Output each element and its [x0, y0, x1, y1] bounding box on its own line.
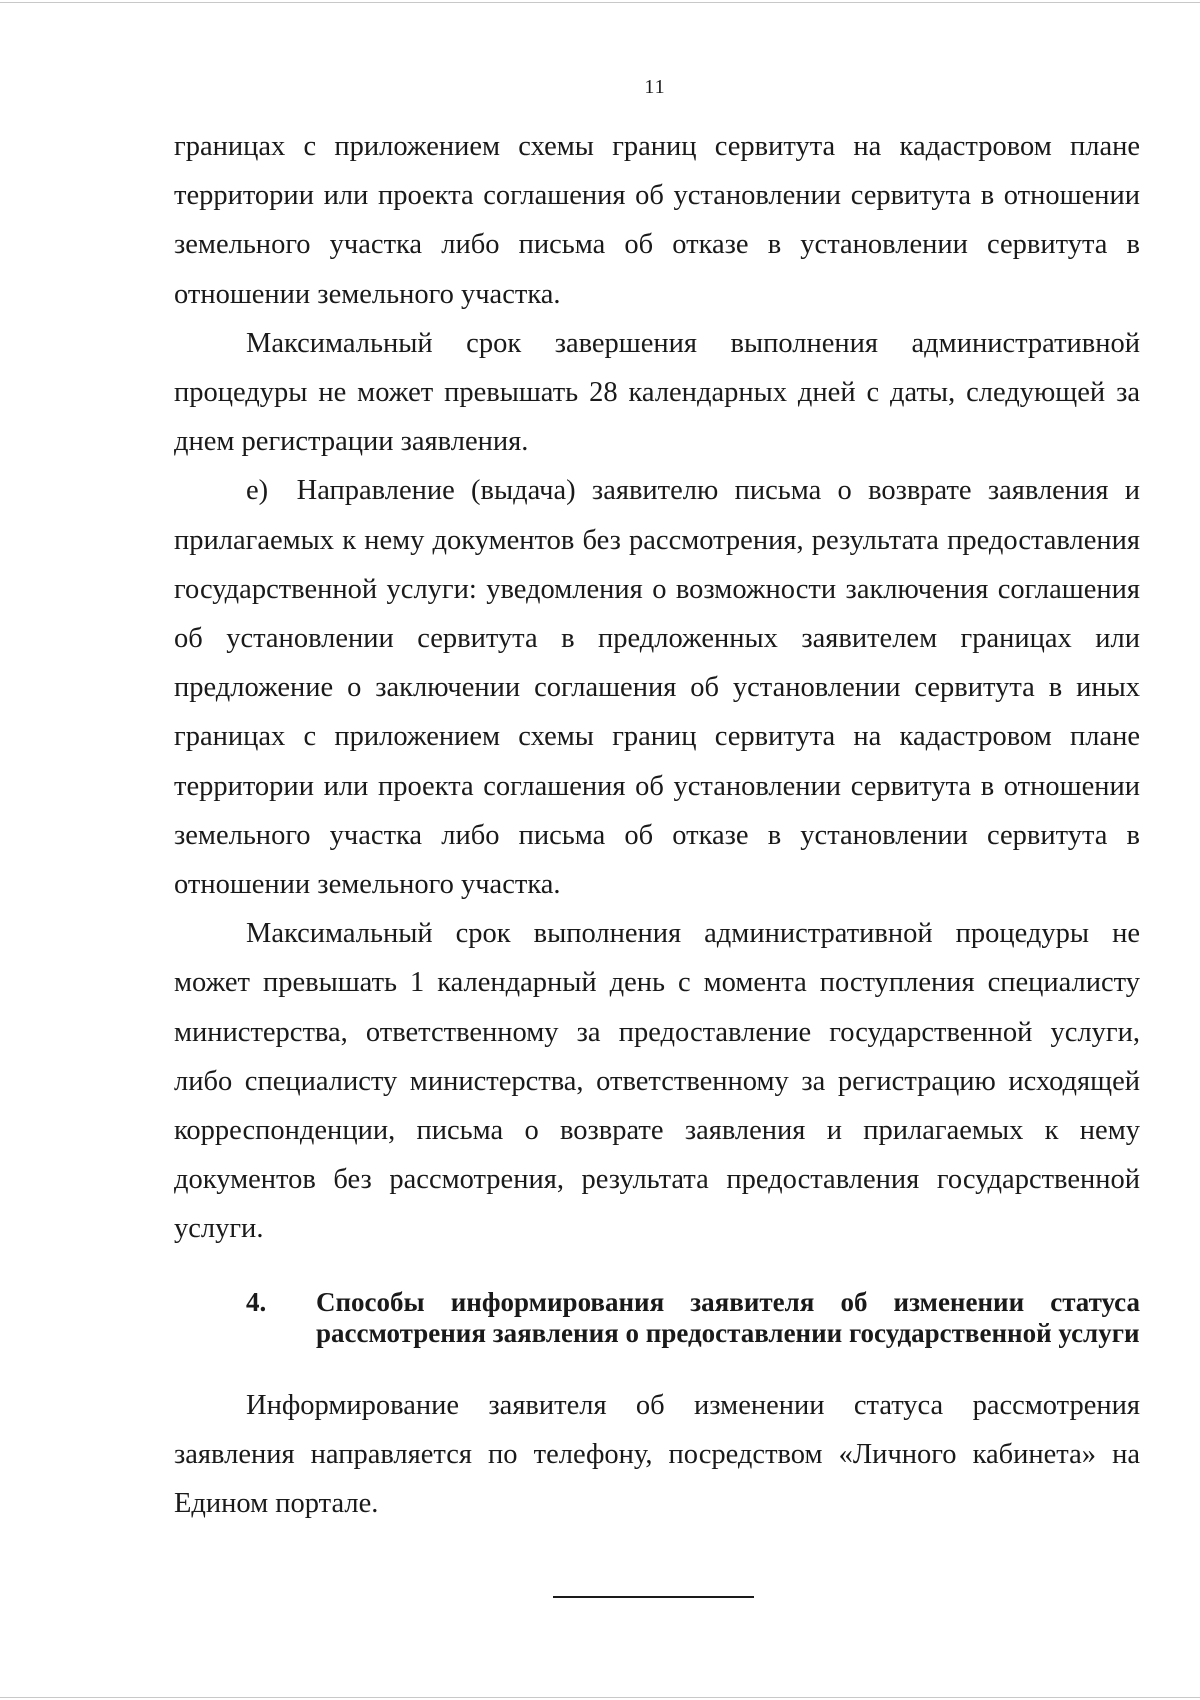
paragraph: Максимальный срок завершения выполнения административной процедуры не может превышать 28 календарных дней с даты, следующей за днем регистрации заявления. — [174, 327, 1140, 458]
paragraph: границах с приложением схемы границ сервитута на кадастровом плане территории или проекта соглашения об установлении сервитута в отношении земельного участка либо письма об отказе в установлении сервитута в отношении земельного участка. — [174, 131, 1140, 310]
paragraph: Информирование заявителя об изменении статуса рассмотрения заявления направляется по телефону, посредством «Личного кабинета» на Едином портале. — [174, 1389, 1140, 1520]
scan-bottom-edge — [0, 1697, 1200, 1698]
document-body — [174, 122, 1140, 1528]
page-number: 11 — [644, 76, 666, 98]
scan-top-edge — [0, 2, 1200, 3]
paragraph: е) Направление (выдача) заявителю письма о возврате заявления и прилагаемых к нему документов без рассмотрения, результата предоставления государственной услуги: уведомления о возможности заключения соглашения об установлении сервитута в предложенных заявителем границах или предложение о заключении соглашения об установлении сервитута в иных границах с приложением схемы границ сервитута на кадастровом плане территории или проекта соглашения об установлении сервитута в отношении земельного участка либо письма об отказе в установлении сервитута в отношении земельного участка. — [174, 475, 1140, 901]
end-rule — [553, 1596, 754, 1598]
paragraph: Максимальный срок выполнения административной процедуры не может превышать 1 календарный день с момента поступления специалисту министерства, ответственному за предоставление государственной услуги, либо специалисту министерства, ответственному за регистрацию исходящей корреспонденции, письма о возврате заявления и прилагаемых к нему документов без рассмотрения, результата предоставления государственной услуги. — [174, 918, 1140, 1245]
section-number: 4. — [246, 1286, 267, 1317]
section-heading — [174, 1287, 1140, 1350]
section-title: Способы информирования заявителя об изменении статуса рассмотрения заявления о предоставлении государственной услуги — [316, 1286, 1140, 1349]
